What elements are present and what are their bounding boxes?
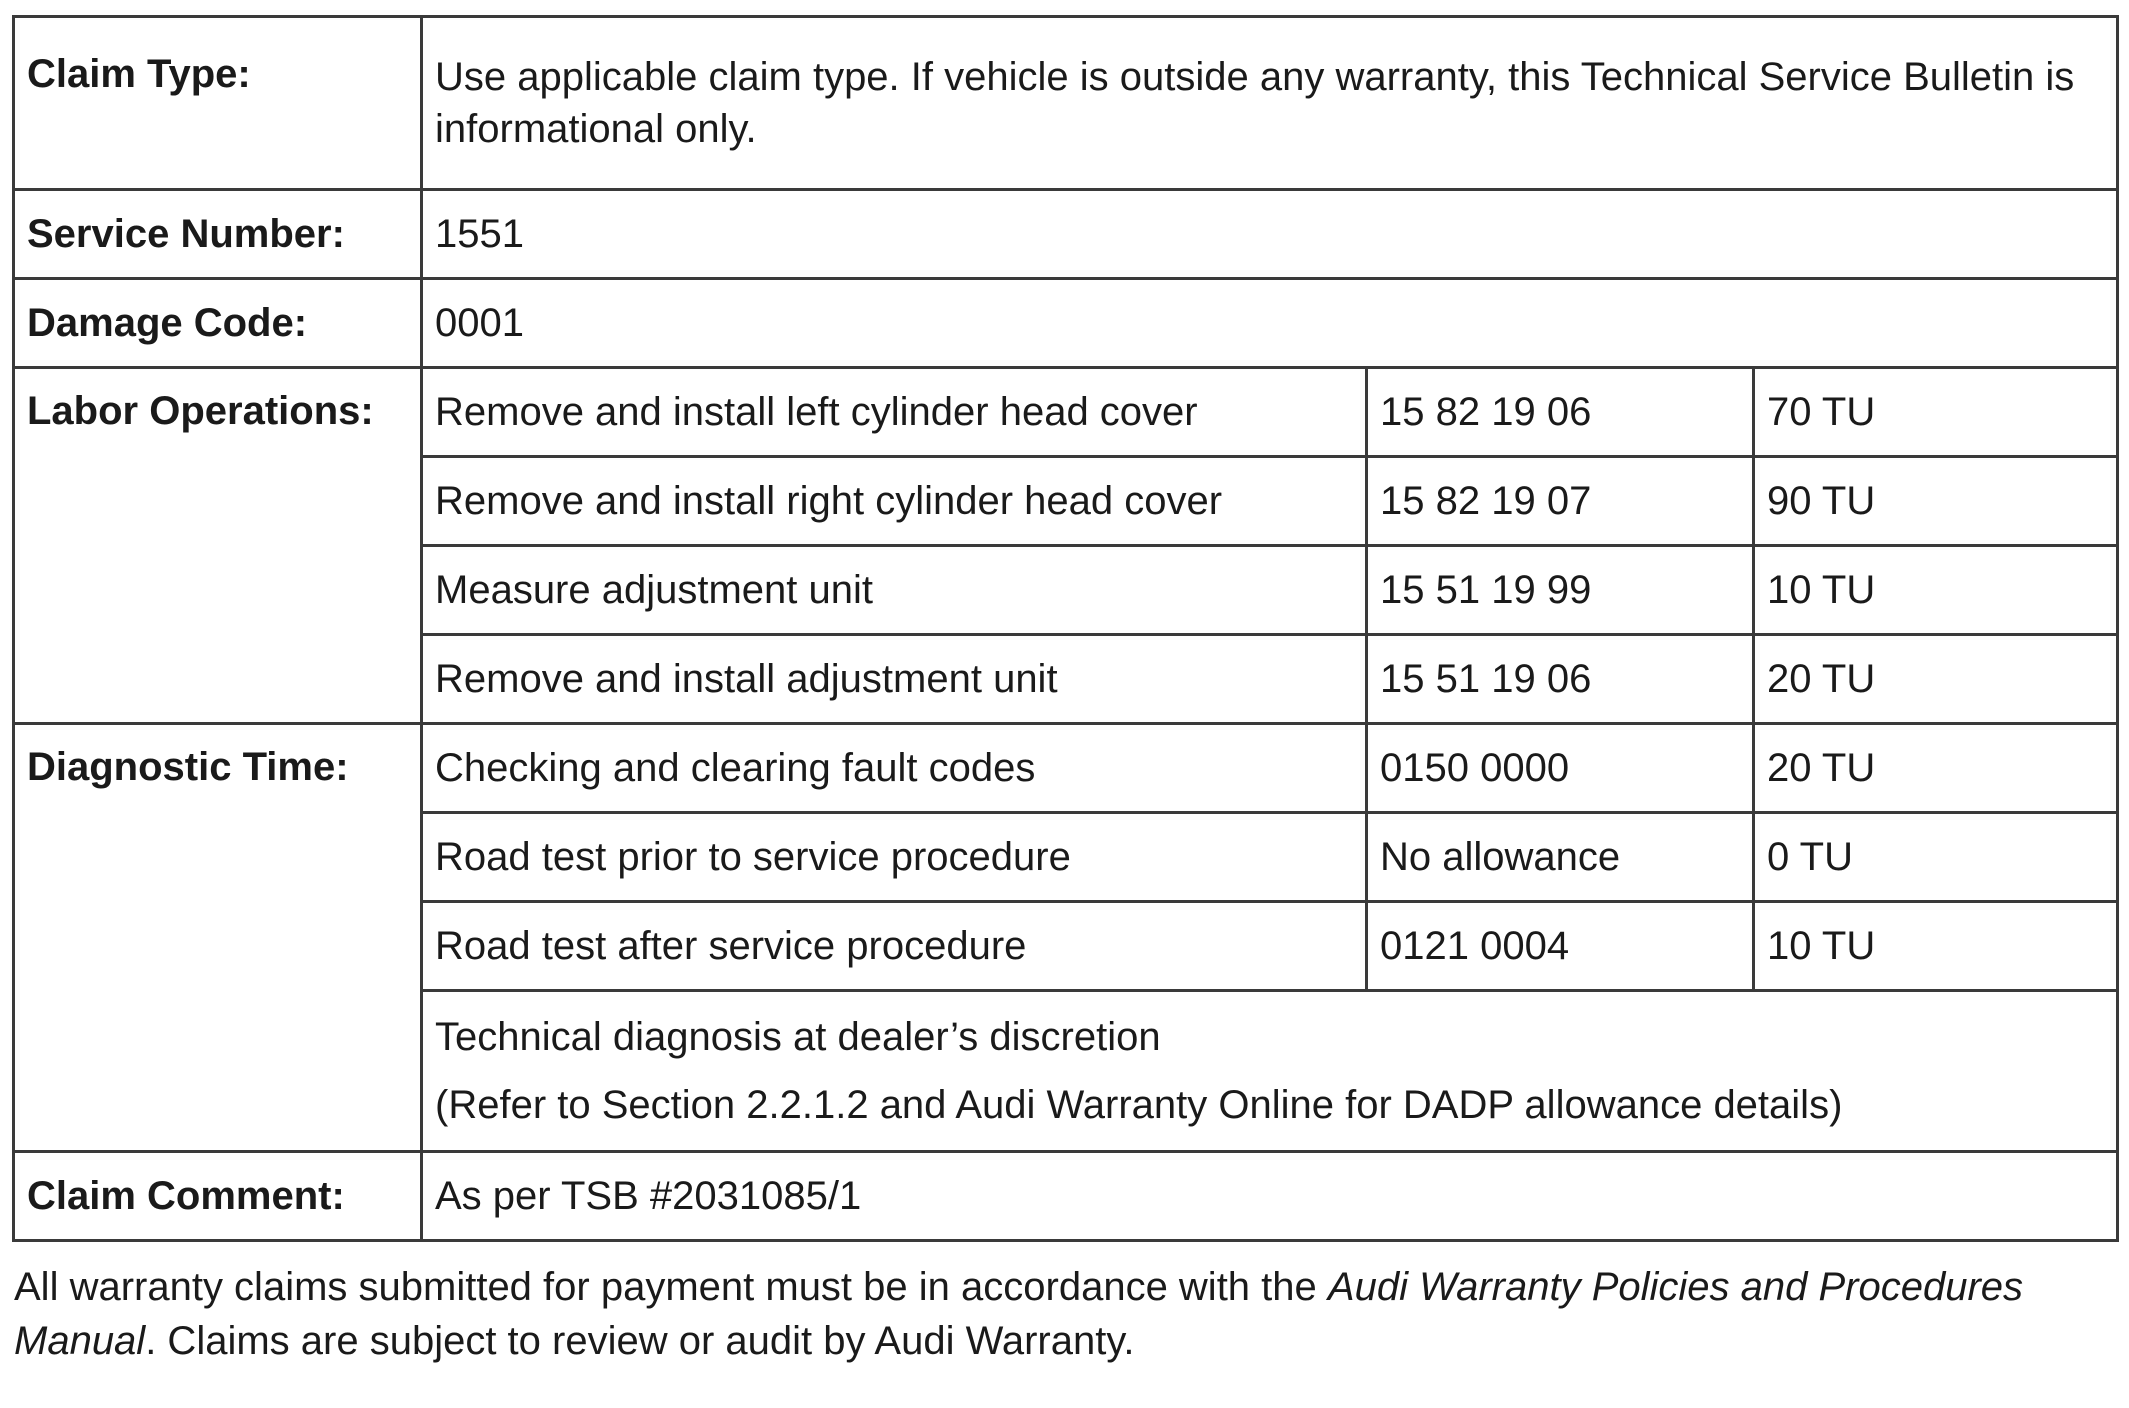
warranty-footer-note [12,1260,2118,1368]
claim-type-value: Use applicable claim type. If vehicle is outside any warranty, this Technical Service Bulletin is informational only. [422,17,2118,190]
labor-operation-time: 70 TU [1754,368,2118,457]
claim-type-row [14,17,2118,190]
damage-code-value: 0001 [422,279,2118,368]
manual-title: Audi Warranty Policies and Procedures Manual [14,1265,2024,1363]
labor-operation-time: 90 TU [1754,457,2118,546]
labor-operation-time: 10 TU [1754,546,2118,635]
diagnostic-code: 0150 0000 [1367,724,1754,813]
labor-operation-description: Measure adjustment unit [422,546,1367,635]
footer-text-after: . Claims are subject to review or audit by Audi Warranty. [145,1319,1135,1363]
diagnostic-description: Checking and clearing fault codes [422,724,1367,813]
labor-operation-description: Remove and install left cylinder head cover [422,368,1367,457]
labor-operation-code: 15 82 19 06 [1367,368,1754,457]
service-number-label: Service Number: [14,190,422,279]
claim-comment-value: As per TSB #2031085/1 [422,1152,2118,1241]
labor-operation-row [14,368,2118,457]
service-number-row [14,190,2118,279]
labor-operation-code: 15 51 19 06 [1367,635,1754,724]
claim-comment-label: Claim Comment: [14,1152,422,1241]
diagnostic-description: Road test prior to service procedure [422,813,1367,902]
labor-operation-code: 15 82 19 07 [1367,457,1754,546]
diagnostic-code: No allowance [1367,813,1754,902]
diagnostic-time: 0 TU [1754,813,2118,902]
warranty-section [12,15,2116,1408]
technical-diagnosis-line1: Technical diagnosis at dealer’s discretion [435,1015,1161,1059]
diagnostic-time: 10 TU [1754,902,2118,991]
diagnostic-row [14,724,2118,813]
damage-code-label: Damage Code: [14,279,422,368]
footer-text-before: All warranty claims submitted for payment must be in accordance with the [14,1265,1328,1309]
diagnostic-time: 20 TU [1754,724,2118,813]
technical-diagnosis-line2: (Refer to Section 2.2.1.2 and Audi Warranty Online for DADP allowance details) [435,1083,1843,1127]
diagnostic-code: 0121 0004 [1367,902,1754,991]
diagnostic-time-label: Diagnostic Time: [14,724,422,1152]
damage-code-row [14,279,2118,368]
labor-operation-description: Remove and install adjustment unit [422,635,1367,724]
service-number-value: 1551 [422,190,2118,279]
labor-operation-description: Remove and install right cylinder head cover [422,457,1367,546]
warranty-table [12,15,2119,1242]
claim-comment-row [14,1152,2118,1241]
labor-operation-code: 15 51 19 99 [1367,546,1754,635]
labor-operation-time: 20 TU [1754,635,2118,724]
claim-type-label: Claim Type: [14,17,422,190]
technical-diagnosis-note [422,991,2118,1152]
labor-operations-label: Labor Operations: [14,368,422,724]
diagnostic-description: Road test after service procedure [422,902,1367,991]
